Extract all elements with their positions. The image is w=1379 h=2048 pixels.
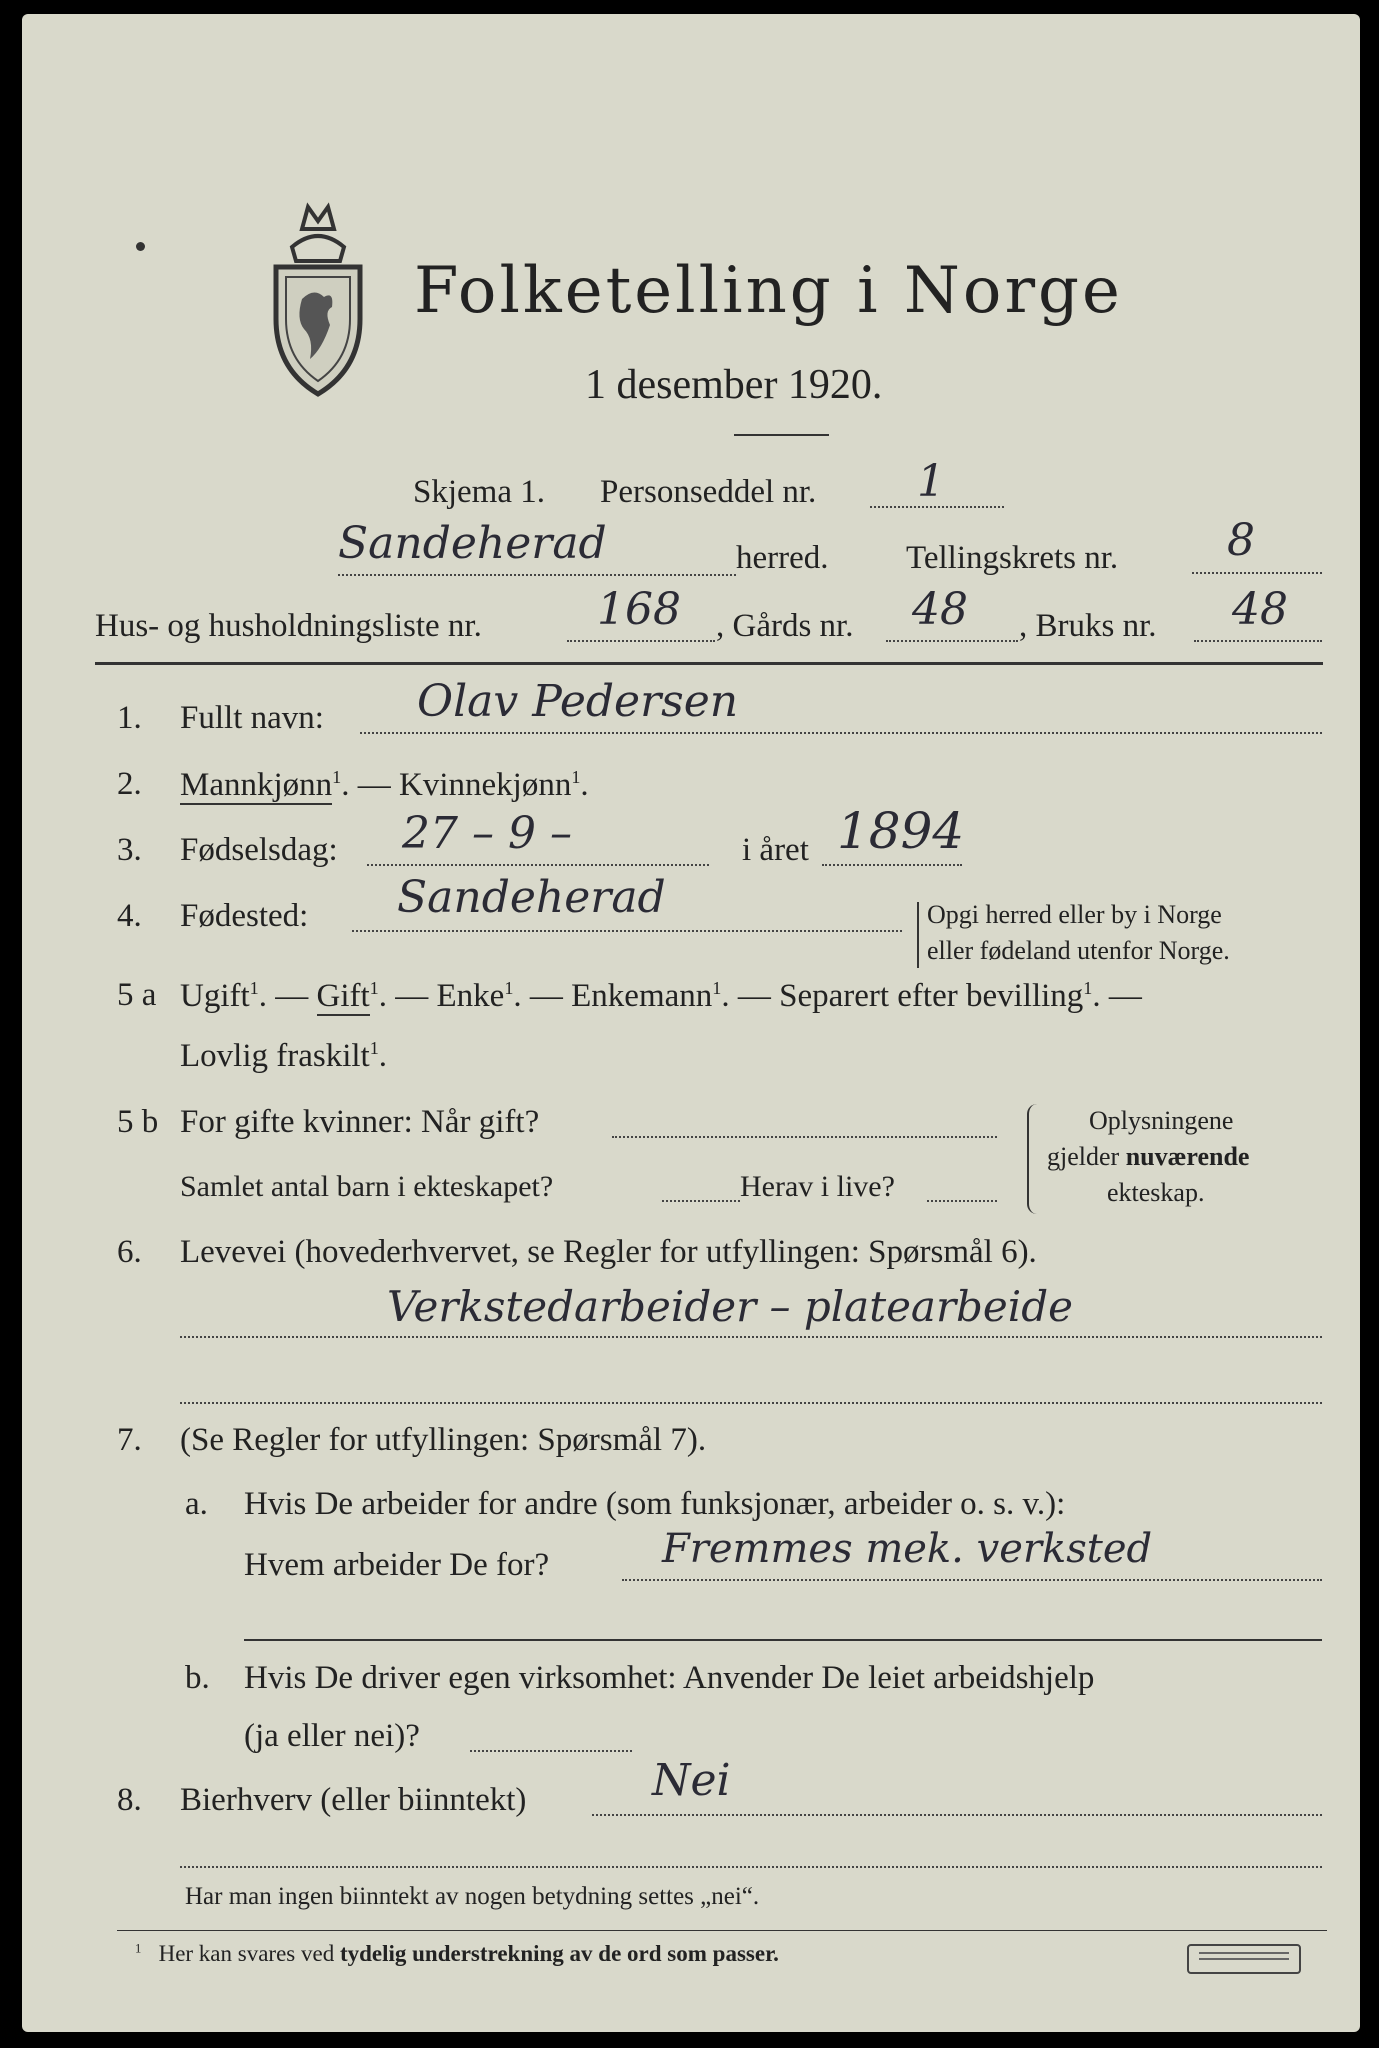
q4-note-line1: Opgi herred eller by i Norge (927, 900, 1222, 929)
herred-label: herred. (736, 540, 829, 576)
q6-value: Verkstedarbeider – platearbeide (387, 1282, 1073, 1331)
q4-label: Fødested: (180, 898, 309, 934)
bruks-value: 48 (1232, 584, 1288, 635)
q5a-separert-option: Separert efter bevilling (779, 978, 1084, 1014)
q7a-value: Fremmes mek. verksted (662, 1526, 1153, 1572)
q5a-enkemann-option: Enkemann (571, 978, 713, 1014)
q5a-enke-footnote: 1 (504, 978, 514, 998)
q5b-label3: Herav i live? (740, 1170, 895, 1203)
q6-line1 (180, 1336, 1322, 1338)
q5b-note-line3: ekteskap. (1107, 1178, 1205, 1207)
q5b-note-line2 (1047, 1144, 1249, 1170)
q5b-label2: Samlet antal barn i ekteskapet? (180, 1170, 554, 1203)
q2-female-footnote: 1 (571, 767, 581, 787)
census-form-sheet (22, 14, 1360, 2032)
q7b-answer-line (470, 1750, 632, 1752)
q5b-line2 (662, 1200, 740, 1202)
q4-note-brace (917, 902, 919, 968)
footnote-text: Her kan svares ved (158, 1941, 340, 1966)
q3-line (367, 864, 709, 866)
bruks-label: , Bruks nr. (1019, 608, 1157, 644)
q5a-fraskilt-footnote: 1 (369, 1038, 379, 1058)
q6-number: 6. (117, 1234, 142, 1270)
q5a-fraskilt-option: Lovlig fraskilt (180, 1038, 370, 1074)
q6-label: Levevei (hovederhvervet, se Regler for utfyllingen: Spørsmål 6). (180, 1234, 1037, 1270)
q5b-label1: For gifte kvinner: Når gift? (180, 1104, 540, 1140)
q7b-line2: (ja eller nei)? (244, 1718, 420, 1754)
q6-line2 (180, 1402, 1322, 1404)
q5b-note-line1: Oplysningene (1089, 1106, 1234, 1135)
gards-value: 48 (912, 584, 968, 635)
q2-end: . (580, 767, 589, 803)
q4-note-line2: eller fødeland utenfor Norge. (927, 936, 1230, 965)
gards-label: , Gårds nr. (716, 608, 854, 644)
personseddel-label: Personseddel nr. (600, 474, 817, 510)
q5a-fraskilt-line: Lovlig fraskilt$^1$. (180, 1038, 388, 1074)
bruks-line (1194, 640, 1322, 642)
q7a-number: a. (185, 1486, 208, 1522)
q8-extra-line (180, 1866, 1322, 1868)
form-date: 1 desember 1920. (585, 362, 883, 408)
footnote (135, 1942, 779, 1965)
q3-year-value: 1894 (837, 802, 965, 860)
q5a-ugift-footnote: 1 (249, 978, 259, 998)
gards-line (886, 640, 1018, 642)
personseddel-value: 1 (917, 456, 945, 507)
q2-male-footnote: 1 (332, 767, 342, 787)
q5a-gift-footnote: 1 (369, 978, 379, 998)
header-separator (95, 662, 1323, 665)
q1-value: Olav Pedersen (417, 676, 739, 727)
title-rule (734, 434, 829, 436)
norwegian-coat-of-arms-icon (262, 199, 374, 399)
q3-label: Fødselsdag: (180, 832, 338, 868)
q5b-line3 (927, 1200, 997, 1202)
q5b-note-brace (1027, 1104, 1039, 1214)
q7a-answer-line (622, 1579, 1322, 1581)
q5a-number: 5 a (117, 977, 157, 1013)
q7a-line1: Hvis De arbeider for andre (som funksjonær, arbeider o. s. v.): (244, 1486, 1066, 1522)
herred-value: Sandeherad (338, 518, 607, 569)
q8-value: Nei (652, 1755, 731, 1806)
q5a-separert-footnote: 1 (1083, 978, 1093, 998)
q5b-note-gjelder: gjelder (1047, 1142, 1126, 1171)
q2-male-option: Mannkjønn (180, 767, 333, 803)
q4-value: Sandeherad (397, 872, 666, 923)
q2-female-option: Kvinnekjønn (399, 767, 572, 803)
schema-label: Skjema 1. (413, 474, 545, 510)
footer-note: Har man ingen biinntekt av nogen betydning settes „nei“. (185, 1883, 760, 1910)
form-title: Folketelling i Norge (414, 254, 1123, 328)
q3-number: 3. (117, 832, 142, 868)
q5b-note-nuvaerende: nuværende (1125, 1142, 1250, 1171)
q8-number: 8. (117, 1782, 142, 1818)
q7-number: 7. (117, 1422, 142, 1458)
q8-line (592, 1814, 1322, 1816)
q3-value: 27 – 9 – (402, 808, 572, 859)
q7b-line1: Hvis De driver egen virksomhet: Anvender De leiet arbeidshjelp (244, 1660, 1095, 1696)
q5a-enke-option: Enke (436, 978, 505, 1014)
footnote-mark: 1 (135, 1941, 142, 1956)
hus-value: 168 (597, 584, 681, 635)
q5b-number: 5 b (117, 1104, 159, 1140)
q3-year-label: i året (742, 832, 809, 868)
q2-number: 2. (117, 766, 142, 802)
q5b-line1 (612, 1136, 997, 1138)
tellingskrets-label: Tellingskrets nr. (906, 540, 1119, 576)
footnote-emphasis: tydelig understrekning av de ord som passer. (339, 1941, 779, 1966)
q5a-ugift-option: Ugift (180, 978, 250, 1014)
printer-stamp-icon (1187, 1944, 1301, 1974)
q5a-gift-option: Gift (316, 978, 370, 1014)
hus-line (567, 640, 715, 642)
punch-hole-mark (136, 242, 145, 251)
hus-label: Hus- og husholdningsliste nr. (95, 608, 482, 644)
q1-line (360, 732, 1322, 734)
q7a-extra-line (244, 1639, 1322, 1641)
tellingskrets-value: 8 (1227, 515, 1255, 566)
herred-line (338, 574, 736, 576)
q1-number: 1. (117, 700, 142, 736)
q3-year-line (822, 864, 962, 866)
q2-options (180, 768, 589, 802)
q7b-number: b. (185, 1660, 210, 1696)
q4-line (352, 930, 902, 932)
q1-label: Fullt navn: (180, 700, 324, 736)
q4-number: 4. (117, 898, 142, 934)
footnote-rule (117, 1930, 1327, 1931)
q8-label: Bierhverv (eller biinntekt) (180, 1782, 527, 1818)
q7a-line2: Hvem arbeider De for? (244, 1547, 550, 1583)
q5a-options: Ugift$^1$. — Gift$^1$. — Enke$^1$. — Enkemann$^1$. — Separert efter bevilling$^1$. — (180, 978, 1142, 1014)
q7-label: (Se Regler for utfyllingen: Spørsmål 7). (180, 1422, 707, 1458)
tellingskrets-line (1192, 572, 1322, 574)
q5a-enkemann-footnote: 1 (712, 978, 722, 998)
q2-separator: . — (341, 767, 399, 803)
